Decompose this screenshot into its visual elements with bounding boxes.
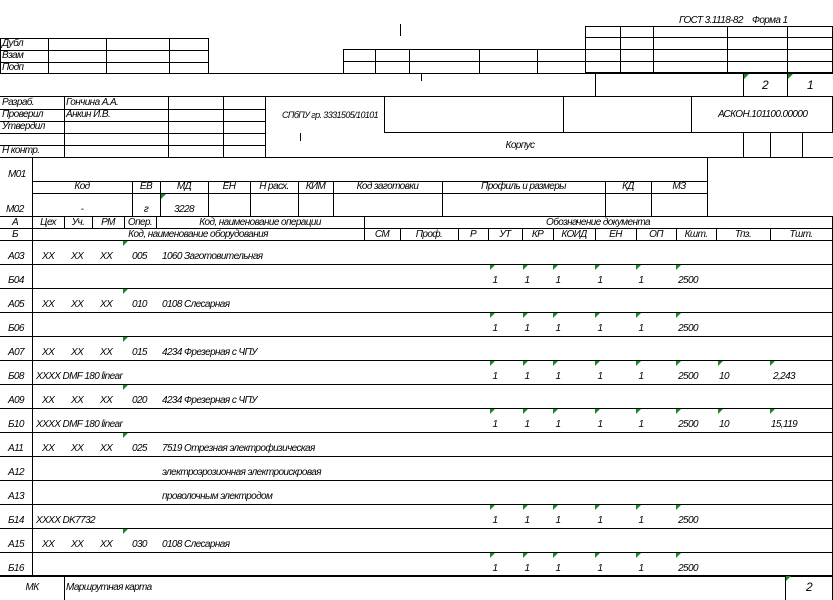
header-kr: КР	[531, 229, 544, 240]
m-header-kod-zag: Код заготовки	[356, 181, 419, 192]
stamp-podp: Подп	[2, 62, 24, 73]
row-divider	[32, 264, 33, 288]
header-doc: Обозначение документа	[546, 217, 650, 228]
row-marker	[553, 409, 558, 414]
row-marker	[523, 505, 528, 510]
m02-label: М02	[6, 204, 24, 215]
row-value-kr: 1	[638, 563, 644, 574]
row-oper-name: 1060 Заготовительная	[162, 251, 263, 262]
row-marker	[595, 313, 600, 318]
row-marker	[123, 241, 128, 246]
row-marker	[636, 409, 641, 414]
row-value-ut: 1	[597, 275, 603, 286]
row-divider	[32, 240, 33, 264]
row-value-prof: 1	[524, 563, 530, 574]
header-b-label: Б	[12, 229, 18, 240]
m-value-kod: -	[80, 204, 84, 215]
row-ceh: XX	[42, 299, 55, 310]
row-label: А09	[8, 395, 24, 406]
row-rm: XX	[100, 443, 113, 454]
row-value-ut: 1	[597, 515, 603, 526]
row-value-ut: 1	[597, 419, 603, 430]
sign-name: Гончина А.А.	[66, 97, 119, 108]
row-value-kr: 1	[638, 275, 644, 286]
row-divider	[32, 288, 33, 312]
header-ceh: Цех	[40, 217, 56, 228]
row-equipment: XXXX DMF 180 linear	[36, 371, 123, 382]
header-tpz: Тпз.	[734, 229, 752, 240]
row-label: А13	[8, 491, 24, 502]
row-value-kr: 1	[638, 515, 644, 526]
row-divider	[0, 360, 833, 361]
row-uch: XX	[71, 251, 84, 262]
row-value-r: 1	[555, 275, 561, 286]
row-uch: XX	[71, 443, 84, 454]
row-rm: XX	[100, 395, 113, 406]
row-marker	[595, 265, 600, 270]
row-divider	[32, 432, 33, 456]
row-rm: XX	[100, 299, 113, 310]
row-value-sm: 1	[492, 275, 498, 286]
row-marker	[595, 505, 600, 510]
row-value-sm: 1	[492, 323, 498, 334]
row-uch: XX	[71, 299, 84, 310]
row-rm: XX	[100, 347, 113, 358]
divider	[400, 24, 401, 36]
header-oper-name: Код, наименование операции	[199, 217, 321, 228]
row-label: Б14	[8, 515, 24, 526]
sheet-total: 2	[761, 78, 769, 92]
row-marker	[636, 553, 641, 558]
row-marker	[553, 265, 558, 270]
row-marker	[123, 385, 128, 390]
row-value-r: 1	[555, 515, 561, 526]
row-marker	[636, 313, 641, 318]
row-marker	[490, 409, 495, 414]
row-marker	[636, 265, 641, 270]
m-value-md: 3228	[174, 204, 194, 215]
row-oper: 020	[132, 395, 147, 406]
header-sm: СМ	[374, 229, 390, 240]
row-value-ut: 1	[597, 563, 603, 574]
stamp-dubl: Дубл	[2, 38, 24, 49]
row-value-koid: 2500	[678, 323, 698, 334]
row-marker	[553, 505, 558, 510]
row-oper-name: проволочным электродом	[162, 491, 273, 502]
row-value-en: 10	[719, 371, 729, 382]
row-label: А11	[8, 443, 24, 454]
row-divider	[0, 408, 833, 409]
header-oper: Опер.	[127, 217, 153, 228]
row-marker	[553, 361, 558, 366]
row-ceh: XX	[42, 539, 55, 550]
row-label: Б04	[8, 275, 24, 286]
row-divider	[32, 456, 33, 480]
row-divider	[32, 528, 33, 552]
row-oper: 030	[132, 539, 147, 550]
sign-name: Анкин И.В.	[66, 109, 111, 120]
row-marker	[553, 553, 558, 558]
row-divider	[32, 552, 33, 576]
m-header-kod: Код	[74, 181, 90, 192]
row-ceh: XX	[42, 347, 55, 358]
form-label: Форма 1	[752, 15, 788, 26]
m-header-nrash: Н расх.	[259, 181, 289, 192]
row-marker	[636, 361, 641, 366]
stamp-vzam: Взам	[2, 50, 24, 61]
left-stamp	[0, 38, 209, 74]
sheet-number: 1	[806, 78, 814, 92]
row-value-r: 1	[555, 419, 561, 430]
row-oper-name: 0108 Слесарная	[162, 299, 230, 310]
row-marker	[676, 265, 681, 270]
header-prof: Проф.	[415, 229, 443, 240]
row-oper: 025	[132, 443, 147, 454]
row-marker	[718, 409, 723, 414]
row-marker	[636, 505, 641, 510]
row-marker	[123, 289, 128, 294]
row-value-ksht: 2,243	[772, 371, 796, 382]
row-oper: 005	[132, 251, 147, 262]
row-value-prof: 1	[524, 515, 530, 526]
row-marker	[770, 361, 775, 366]
row-divider	[32, 312, 33, 336]
row-divider	[32, 384, 33, 408]
row-divider	[0, 312, 833, 313]
row-equipment: XXXX DMF 180 linear	[36, 419, 123, 430]
standard-label: ГОСТ 3.1118-82	[679, 15, 743, 26]
m-header-mz: МЗ	[672, 181, 686, 192]
row-marker	[523, 409, 528, 414]
row-marker	[676, 409, 681, 414]
row-value-ut: 1	[597, 371, 603, 382]
header-a-label: А	[12, 217, 19, 228]
row-value-ut: 1	[597, 323, 603, 334]
header-tsht: Тшт.	[789, 229, 813, 240]
footer-code: МК	[25, 582, 39, 593]
row-label: Б06	[8, 323, 24, 334]
row-value-kr: 1	[638, 323, 644, 334]
row-divider	[0, 456, 833, 457]
row-value-r: 1	[555, 371, 561, 382]
row-value-ksht: 15,119	[770, 419, 798, 430]
row-value-koid: 2500	[678, 515, 698, 526]
row-oper-name: 4234 Фрезерная с ЧПУ	[162, 347, 257, 358]
row-marker	[553, 313, 558, 318]
row-ceh: XX	[42, 443, 55, 454]
row-label: А05	[8, 299, 24, 310]
row-oper-name: 0108 Слесарная	[162, 539, 230, 550]
header-rm: РМ	[101, 217, 115, 228]
row-value-prof: 1	[524, 323, 530, 334]
header-uch: Уч.	[71, 217, 85, 228]
row-label: А07	[8, 347, 24, 358]
header-ut: УТ	[499, 229, 511, 240]
row-marker	[490, 361, 495, 366]
row-rm: XX	[100, 251, 113, 262]
row-value-prof: 1	[524, 419, 530, 430]
row-rm: XX	[100, 539, 113, 550]
row-marker	[770, 409, 775, 414]
row-label: А03	[8, 251, 24, 262]
m-value-ev: г	[143, 204, 149, 215]
row-marker	[595, 409, 600, 414]
sign-role: Утвердил	[2, 121, 45, 132]
row-oper: 015	[132, 347, 147, 358]
header-r: Р	[469, 229, 477, 240]
row-divider	[0, 504, 833, 505]
row-marker	[595, 361, 600, 366]
header-equip: Код, наименование оборудования	[128, 229, 268, 240]
row-value-koid: 2500	[678, 275, 698, 286]
row-label: Б16	[8, 563, 24, 574]
header-koid: КОИД	[561, 229, 587, 240]
row-value-r: 1	[555, 323, 561, 334]
row-marker	[523, 361, 528, 366]
row-value-sm: 1	[492, 563, 498, 574]
row-marker	[676, 553, 681, 558]
row-marker	[676, 361, 681, 366]
row-value-r: 1	[555, 563, 561, 574]
row-value-sm: 1	[492, 371, 498, 382]
row-ceh: XX	[42, 395, 55, 406]
row-label: Б10	[8, 419, 24, 430]
row-divider	[32, 480, 33, 504]
row-value-prof: 1	[524, 275, 530, 286]
footer-title: Маршрутная карта	[66, 582, 152, 593]
row-marker	[490, 265, 495, 270]
row-divider	[0, 576, 833, 577]
row-marker	[676, 313, 681, 318]
row-value-sm: 1	[492, 419, 498, 430]
row-divider	[0, 264, 833, 265]
row-marker	[523, 265, 528, 270]
row-marker	[123, 337, 128, 342]
row-oper-name: электроэрозионная электроискровая	[162, 467, 321, 478]
header-ksht: Кшт.	[684, 229, 708, 240]
row-equipment: XXXX DK7732	[36, 515, 95, 526]
footer-sheet: 2	[805, 580, 813, 594]
header-en: ЕН	[609, 229, 622, 240]
row-value-prof: 1	[524, 371, 530, 382]
row-oper-name: 4234 Фрезерная с ЧПУ	[162, 395, 257, 406]
m-header-kim: КИМ	[305, 181, 326, 192]
row-divider	[32, 408, 33, 432]
row-marker	[123, 529, 128, 534]
row-oper-name: 7519 Отрезная электрофизическая	[162, 443, 315, 454]
m-header-md: МД	[176, 181, 192, 192]
doc-code: АСКОН.101100.00000	[718, 109, 808, 120]
row-marker	[523, 553, 528, 558]
part-name: Корпус	[505, 140, 535, 151]
row-divider	[0, 480, 833, 481]
row-value-koid: 2500	[678, 419, 698, 430]
row-value-koid: 2500	[678, 563, 698, 574]
row-label: А15	[8, 539, 24, 550]
row-ceh: XX	[42, 251, 55, 262]
row-marker	[490, 313, 495, 318]
row-divider	[32, 504, 33, 528]
row-marker	[123, 433, 128, 438]
m-header-en: ЕН	[222, 181, 236, 192]
header-op: ОП	[649, 229, 663, 240]
row-marker	[490, 553, 495, 558]
row-divider	[32, 360, 33, 384]
row-value-en: 10	[719, 419, 729, 430]
org-label: СПбПУ гр. 3331505/10101	[282, 110, 379, 120]
row-marker	[718, 361, 723, 366]
row-divider	[32, 336, 33, 360]
row-marker	[523, 313, 528, 318]
sign-role: Разраб.	[2, 97, 34, 108]
row-uch: XX	[71, 395, 84, 406]
m-header-ev: ЕВ	[139, 181, 153, 192]
m-header-kd: КД	[622, 181, 634, 192]
row-value-kr: 1	[638, 419, 644, 430]
row-label: А12	[8, 467, 24, 478]
m01-label: М01	[8, 169, 26, 180]
row-value-koid: 2500	[678, 371, 698, 382]
row-value-sm: 1	[492, 515, 498, 526]
m-header-profile: Профиль и размеры	[481, 181, 566, 192]
row-divider	[0, 552, 833, 553]
row-marker	[595, 553, 600, 558]
row-marker	[676, 505, 681, 510]
row-marker	[490, 505, 495, 510]
row-value-kr: 1	[638, 371, 644, 382]
sign-role: Н контр.	[2, 145, 40, 156]
row-uch: XX	[71, 539, 84, 550]
sign-role: Проверил	[2, 109, 43, 120]
row-label: Б08	[8, 371, 24, 382]
row-uch: XX	[71, 347, 84, 358]
row-oper: 010	[132, 299, 147, 310]
